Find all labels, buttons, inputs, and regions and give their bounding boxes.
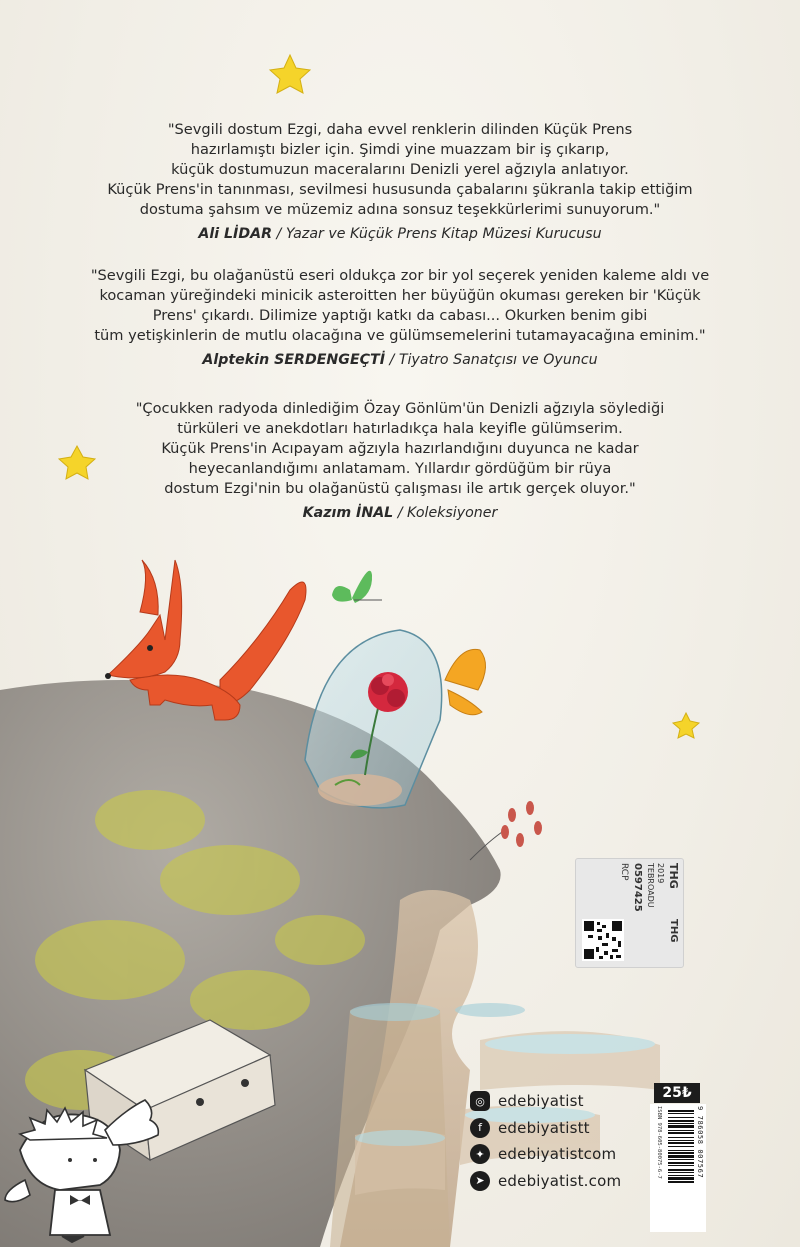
social-handle: edebiyatistcom [498,1145,617,1163]
barcode-bar [668,1181,694,1183]
quote-line: hazırlamıştı bizler için. Şimdi yine muazzam bir iş çıkarıp, [190,141,610,158]
social-link-website[interactable] [470,1168,621,1194]
quote-line: tüm yetişkinlerin de mutlu olacağına ve gülümsemelerini tutamayacağına eminim." [94,327,706,344]
sticker-code: THG [668,919,679,943]
barcode-bar [668,1155,694,1158]
isbn-barcode [650,1104,706,1232]
barcode-bar [668,1130,694,1131]
barcode-bar [668,1117,694,1118]
barcode-bar [668,1152,694,1154]
social-handle: edebiyatistt [498,1118,590,1137]
author-role: / Yazar ve Küçük Prens Kitap Müzesi Kurucusu [272,226,602,242]
quote-line: küçük dostumuzun maceralarını Denizli yerel ağzıyla anlatıyor. [171,161,629,178]
qr-code-icon [582,919,624,961]
quote-line: Küçük Prens'in tanınması, sevilmesi hususunda çabalarını şükranla takip ettiğim [107,181,693,198]
barcode-bar [668,1125,694,1128]
social-link-facebook[interactable] [470,1115,621,1141]
social-links [470,1088,621,1194]
author-role: / Koleksiyoner [393,505,498,521]
sticker-code: THG [667,863,680,889]
quote-attribution [40,349,760,371]
quote-line: Prens' çıkardı. Dilimize yaptığı katkı da cabası... Okurken benim gibi [152,307,648,324]
quote-line: "Sevgili Ezgi, bu olağanüstü eseri oldukça zor bir yol seçerek yeniden kaleme aldı ve [90,267,710,284]
website-url: edebiyatist.com [498,1171,622,1190]
social-link-instagram[interactable] [470,1088,621,1114]
barcode-bar [668,1165,694,1166]
instagram-icon: ◎ [470,1091,490,1111]
author-name: Alptekin SERDENGEÇTİ [202,352,386,368]
barcode-bar [668,1177,694,1180]
author-role: / Tiyatro Sanatçısı ve Oyuncu [385,352,598,368]
author-name: Kazım İNAL [302,505,394,521]
sticker-line: TEBROADU [646,863,655,908]
sticker-rc: RCP [619,863,629,881]
quote-attribution [40,223,760,245]
barcode-bar [668,1172,694,1173]
barcode-bar [668,1162,694,1164]
quote-line: kocaman yüreğindeki minicik asteroitten her büyüğün okuması gereken bir 'Küçük [99,287,701,304]
quote-line: dostum Ezgi'nin bu olağanüstü çalışması ile artık gerçek oluyor." [164,480,636,497]
barcode-bar [668,1142,694,1144]
banderole-sticker [575,858,684,968]
barcode-bar [668,1113,694,1114]
testimonial-quote [40,399,760,524]
social-handle: edebiyatist [498,1092,584,1110]
barcode-digits: 9 786058 007567 [696,1106,704,1179]
social-link-twitter[interactable] [470,1141,621,1167]
barcode-bar [668,1120,694,1122]
quote-attribution [40,502,760,524]
sticker-year: 2019 [656,863,665,884]
barcode-bar [668,1146,694,1147]
quote-line: "Sevgili dostum Ezgi, daha evvel renklerin dilinden Küçük Prens [167,121,633,138]
testimonial-quote [40,266,760,371]
testimonial-quote [40,120,760,245]
barcode-bar [668,1159,694,1160]
star-icon [673,713,699,738]
facebook-icon: f [470,1118,490,1138]
barcode-bar [668,1175,694,1176]
quote-line: türküleri ve anekdotları hatırladıkça hala keyifle gülümserim. [177,420,623,437]
isbn-number: ISBN 978-605-80075-6-7 [656,1106,662,1179]
barcode-bar [668,1123,694,1124]
twitter-icon: ✦ [470,1144,490,1164]
price-tag: 25₺ [654,1083,700,1103]
barcode-bar [668,1169,694,1171]
barcode-bar [668,1110,694,1112]
sticker-serial: 0597425 [632,863,643,912]
web-cursor-icon: ➤ [470,1171,490,1191]
quote-line: heyecanlandığımı anlatamam. Yıllardır gördüğüm bir rüya [188,460,612,477]
barcode-bar [668,1137,694,1138]
barcode-bar [668,1132,694,1134]
barcode-bar [668,1140,694,1141]
star-icon [270,55,310,93]
quote-line: Küçük Prens'in Acıpayam ağzıyla hazırlandığını duyunca ne kadar [161,440,639,457]
author-name: Ali LİDAR [198,226,273,242]
quote-line: dostuma şahsım ve müzemiz adına sonsuz teşekkürlerimi sunuyorum." [139,201,661,218]
barcode-bar [668,1150,694,1151]
quote-line: "Çocukken radyoda dinlediğim Özay Gönlüm'ün Denizli ağzıyla söylediği [135,400,665,417]
